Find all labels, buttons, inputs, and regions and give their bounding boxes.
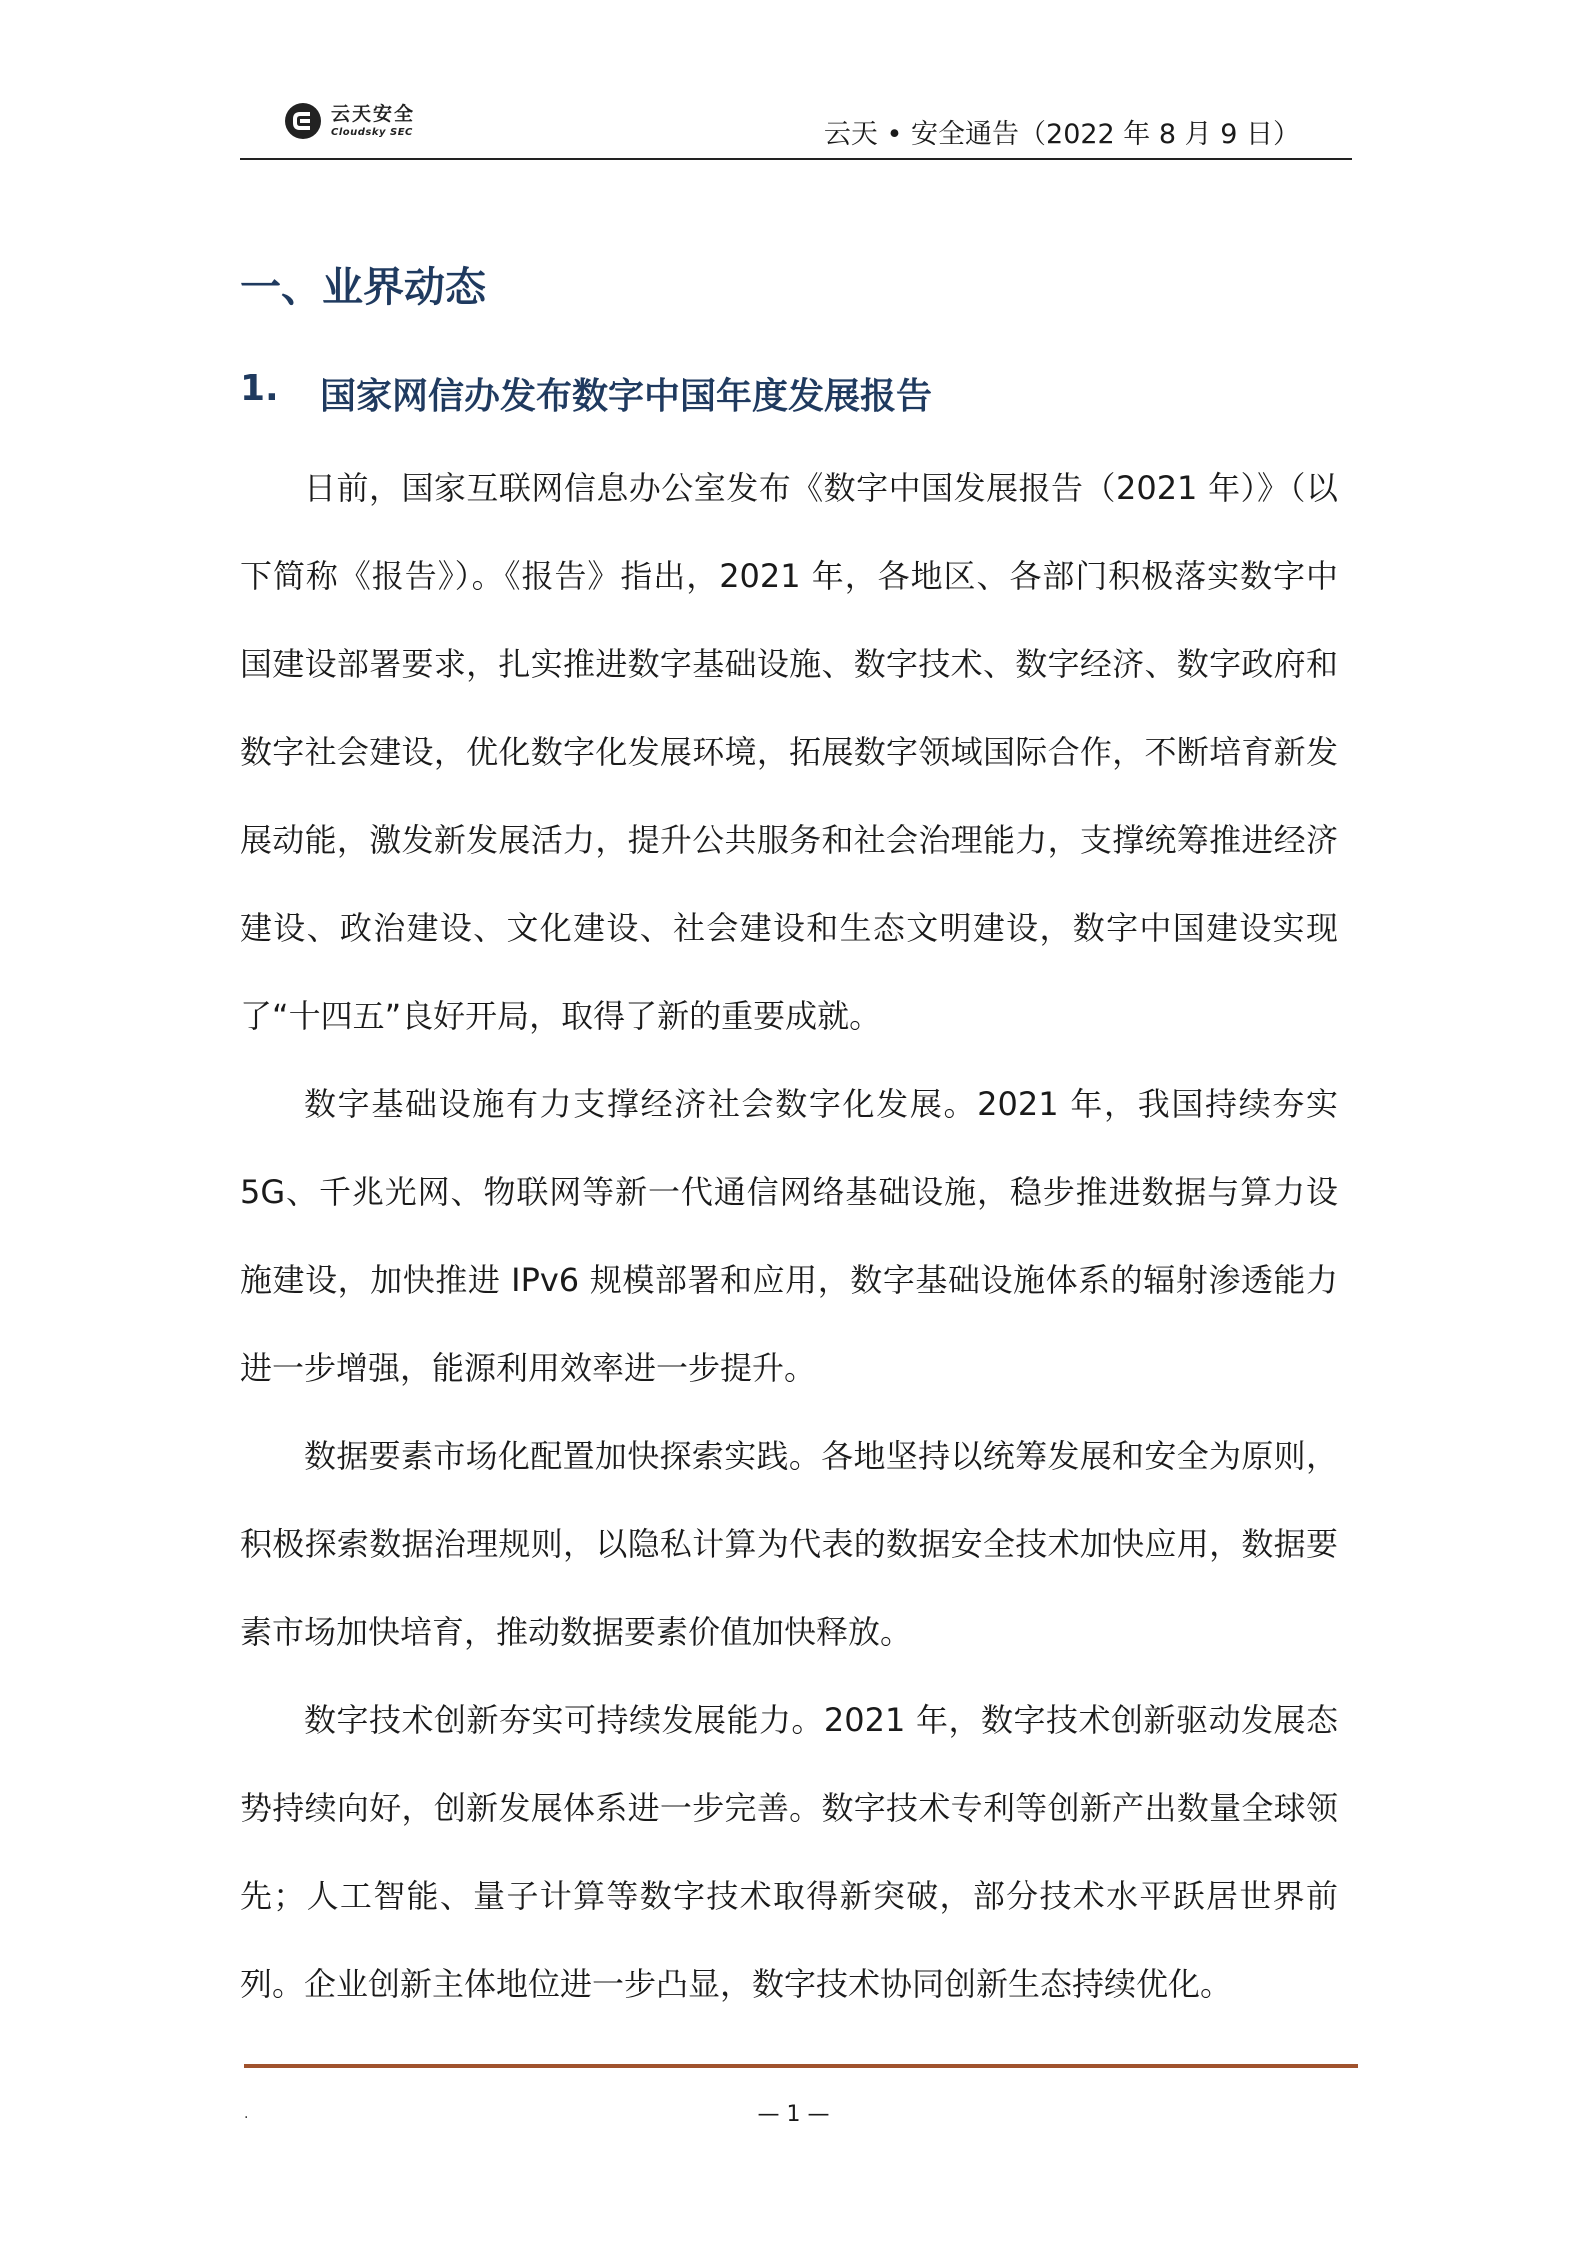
footer-mark: .	[244, 2106, 249, 2122]
logo-en-text: Cloudsky SEC	[331, 126, 413, 138]
paragraph: 数据要素市场化配置加快探索实践。各地坚持以统筹发展和安全为原则，积极探索数据治理规则，以隐私计算为代表的数据安全技术加快应用，数据要素市场加快培育，推动数据要素价值加快释放。	[240, 1437, 1338, 1651]
article-title	[240, 368, 932, 419]
article-body	[240, 444, 1338, 2028]
paragraph: 数字技术创新夯实可持续发展能力。2021 年，数字技术创新驱动发展态势持续向好，创新发展体系进一步完善。数字技术专利等创新产出数量全球领先；人工智能、量子计算等数字技术取得新突破，部分技术水平跃居世界前列。企业创新主体地位进一步凸显，数字技术协同创新生态持续优化。	[240, 1701, 1338, 2003]
paragraph: 日前，国家互联网信息办公室发布《数字中国发展报告（2021 年）》（以下简称《报告》）。《报告》指出，2021 年，各地区、各部门积极落实数字中国建设部署要求，扎实推进数字基础设施、数字技术、数字经济、数字政府和数字社会建设，优化数字化发展环境，拓展数字领域国际合作，不断培育新发展动能，激发新发展活力，提升公共服务和社会治理能力，支撑统筹推进经济建设、政治建设、文化建设、社会建设和生态文明建设，数字中国建设实现了“十四五”良好开局，取得了新的重要成就。	[240, 469, 1338, 1035]
paragraph: 数字基础设施有力支撑经济社会数字化发展。2021 年，我国持续夯实 5G、千兆光网、物联网等新一代通信网络基础设施，稳步推进数据与算力设施建设，加快推进 IPv6 规模部署和应用，数字基础设施体系的辐射渗透能力进一步增强，能源利用效率进一步提升。	[240, 1085, 1338, 1387]
section-heading: 一、业界动态	[240, 263, 486, 311]
cloudsky-logo	[283, 98, 415, 144]
cloudsky-logo-icon	[283, 101, 323, 141]
header-title: 云天 • 安全通告（2022 年 8 月 9 日）	[823, 119, 1300, 150]
article-title-text: 国家网信办发布数字中国年度发展报告	[320, 376, 933, 417]
page-number: — 1 —	[757, 2102, 830, 2127]
header-divider	[240, 158, 1352, 160]
article-number: 1.	[240, 368, 279, 409]
footer-divider	[244, 2064, 1358, 2068]
logo-cn-text: 云天安全	[331, 102, 416, 125]
